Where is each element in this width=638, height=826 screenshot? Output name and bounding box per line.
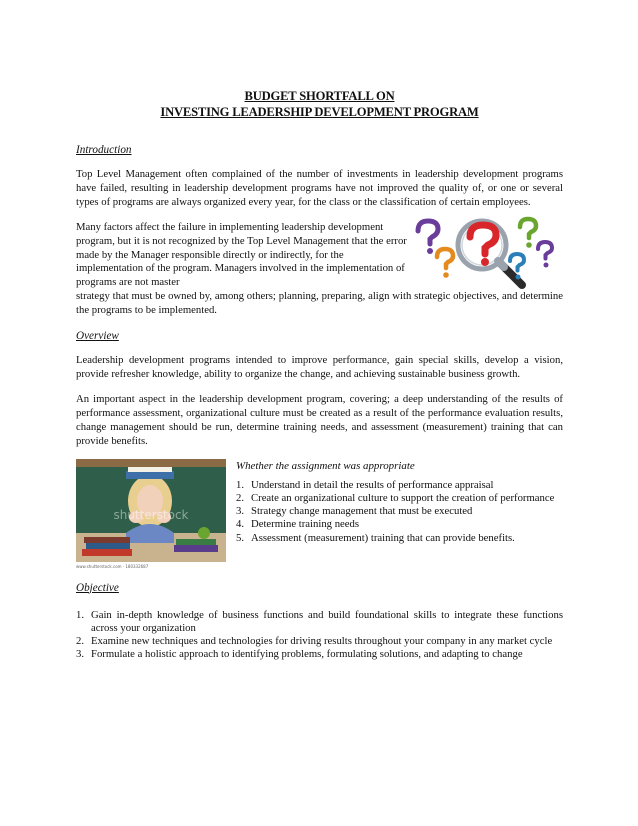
list-item: 5. Assessment (measurement) training that can provide benefits. [236, 531, 515, 544]
objective-list [76, 609, 563, 662]
list-item: 1. Gain in-depth knowledge of business functions and build foundational skills to integrate these functions across your organization [76, 608, 563, 634]
purple-question-mark-icon [418, 221, 438, 254]
introduction-heading: Introduction [76, 144, 132, 156]
list-item: 3. Strategy change management that must be executed [236, 505, 473, 518]
introduction-float-block [76, 221, 563, 291]
assignment-section [76, 459, 563, 581]
title-line-1: BUDGET SHORTFALL ON [244, 89, 395, 103]
document-page [76, 88, 563, 662]
list-item: 1. Understand in detail the results of performance appraisal [236, 478, 494, 491]
overview-paragraph-2: An important aspect in the leadership development program, covering; a deep understanding of the results of performance assessment, organizational culture must be created as a result of the performance evaluation results, change management should be run, determine training needs, and assessment (measurement) training that can provide benefits. [76, 392, 563, 447]
document-title [76, 88, 563, 120]
objective-heading: Objective [76, 581, 119, 594]
purple-right-question-mark-icon [538, 242, 552, 268]
list-item: 2. Create an organizational culture to support the creation of performance [236, 491, 555, 504]
photo-caption: www.shutterstock.com · 180332687 [76, 563, 149, 569]
assignment-heading: Whether the assignment was appropriate [236, 459, 415, 472]
introduction-paragraph-1: Top Level Management often complained of the number of investments in leadership development programs have failed, resulting in leadership development programs have not improved the quality of, or one or several types of programs are always organized every year, for the class or the classification of certain employees. [76, 168, 563, 208]
introduction-paragraph-2-float: Many factors affect the failure in implementing leadership development program, but it is not recognized by the Top Level Management that the error made by the Manager responsible directly or indirectly, for the implementation of the program. Managers involved in the implementation of programs are not master [76, 220, 407, 289]
green-question-mark-icon [520, 219, 536, 248]
student-with-books-photo [76, 459, 226, 562]
orange-question-mark-icon [437, 249, 453, 278]
question-marks-magnifier-illustration [410, 215, 560, 295]
list-item: 3. Formulate a holistic approach to identifying problems, formulating solutions, and adapting to change [76, 648, 523, 661]
title-line-2: INVESTING LEADERSHIP DEVELOPMENT PROGRAM [160, 105, 479, 119]
assignment-column [236, 459, 563, 545]
overview-heading: Overview [76, 330, 119, 343]
list-item: 4. Determine training needs [236, 518, 360, 531]
list-item: 2. Examine new techniques and technologies for driving results throughout your company in any market cycle [76, 635, 553, 648]
introduction-paragraph-2-rest: strategy that must be owned by, among others; planning, preparing, align with strategic objectives, and determine the programs to be implemented. [76, 290, 563, 317]
photo-watermark: shutterstock [113, 507, 189, 522]
assignment-list [236, 479, 563, 545]
overview-paragraph-1: Leadership development programs intended to improve performance, gain special skills, develop a vision, provide refresher knowledge, ability to organize the change, and achieving sustainable business growth. [76, 354, 563, 380]
